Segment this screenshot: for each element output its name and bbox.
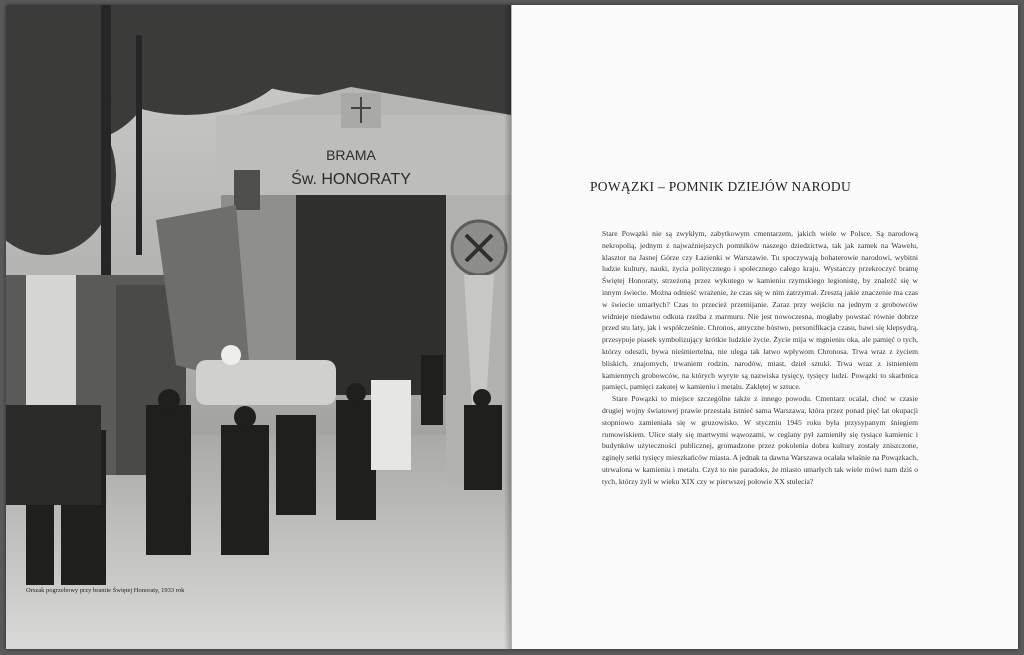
- article-title: POWĄZKI – POMNIK DZIEJÓW NARODU: [590, 179, 852, 194]
- left-page: [6, 5, 511, 649]
- photo-caption: Orszak pogrzebowy przy bramie Świętej Honoraty, 1933 rok: [26, 587, 185, 594]
- paragraph: Stare Powązki to miejsce szczególne także z innego powodu. Cmentarz ocalał, choć w czasie drugiej wojny światowej prawie przestała istnieć sama Warszawa, która przez ponad pięć lat okupacji stopniowo zamieniała się w gruzowisko. W styczniu 1945 roku była przysypanym śniegiem rumowiskiem. Ulice stały się martwymi wąwozami, w ceglany pył zamieniły się tysiące kamienic i budynków użyteczności publicznej, gromadzone przez pokolenia dobra kultury zostały zniszczone, zginęły setki tysięcy mieszkańców miasta. A jednak ta dawna Warszawa ocalała właśnie na Powązkach, utrwalona w kamieniu i metalu. Czyż to nie paradoks, że miasto umarłych tak wiele mówi nam dziś o tych, którzy żyli w wieku XIX czy w pierwszej połowie XX stulecia?: [602, 394, 918, 486]
- paragraph: Stare Powązki nie są zwykłym, zabytkowym cmentarzem, jakich wiele w Polsce. Są narodową nekropolią, jednym z najważniejszych pomników naszego dziedzictwa, tak jak zamek na Wawelu, klasztor na Jasnej Górze czy Łazienki w Warszawie. Tu spoczywają bohaterowie narodowi, wybitni ludzie kultury, nauki, życia politycznego i społecznego całego kraju. Wystarczy przekroczyć bramę Świętej Honoraty, strzeżoną przez wykutego w kamieniu rzymskiego legionistę, by znaleźć się w innym świecie. Można odnieść wrażenie, że czas się w nim zatrzymał. Zresztą jakie znaczenie ma czas w świecie umarłych? Czas to przecież przemijanie. Zaraz przy wejściu na jednym z grobowców widnieje niedawno odkuta rzeźba z marmuru. Nie jest nowoczesna, mogłaby powstać równie dobrze przed stu laty, jak i współcześnie. Chronos, antyczne bóstwo, personifikacja czasu, bawi się klepsydrą, przesypuje piasek symbolizujący krótkie ludzkie życie. Życie mija w mgnieniu oka, ale pamięć o tych, którzy odeszli, bywa nieśmiertelna, nie ulega tak łatwo wpływom Chronosa. Trwa wraz z życiem bliskich, znajomych, trwaniem rodzin, narodów, miast, dzieł sztuki. Trwa wraz z istnieniem kamiennych grobowców, na których wyryte są nazwiska tysięcy, tysięcy ludzi. Powązki to skarbnica pamięci, pamięci zakutej w kamieniu i metalu. Zaklętej w sztuce.: [602, 229, 918, 392]
- article-body: [602, 228, 918, 488]
- right-page: [512, 5, 1018, 649]
- historical-photo: [6, 5, 511, 649]
- gate-inscription-line2: Św. HONORATY: [291, 171, 411, 188]
- photo-illustration: [6, 5, 511, 649]
- book-spread: [6, 5, 1018, 649]
- gate-inscription-line1: BRAMA: [326, 147, 376, 163]
